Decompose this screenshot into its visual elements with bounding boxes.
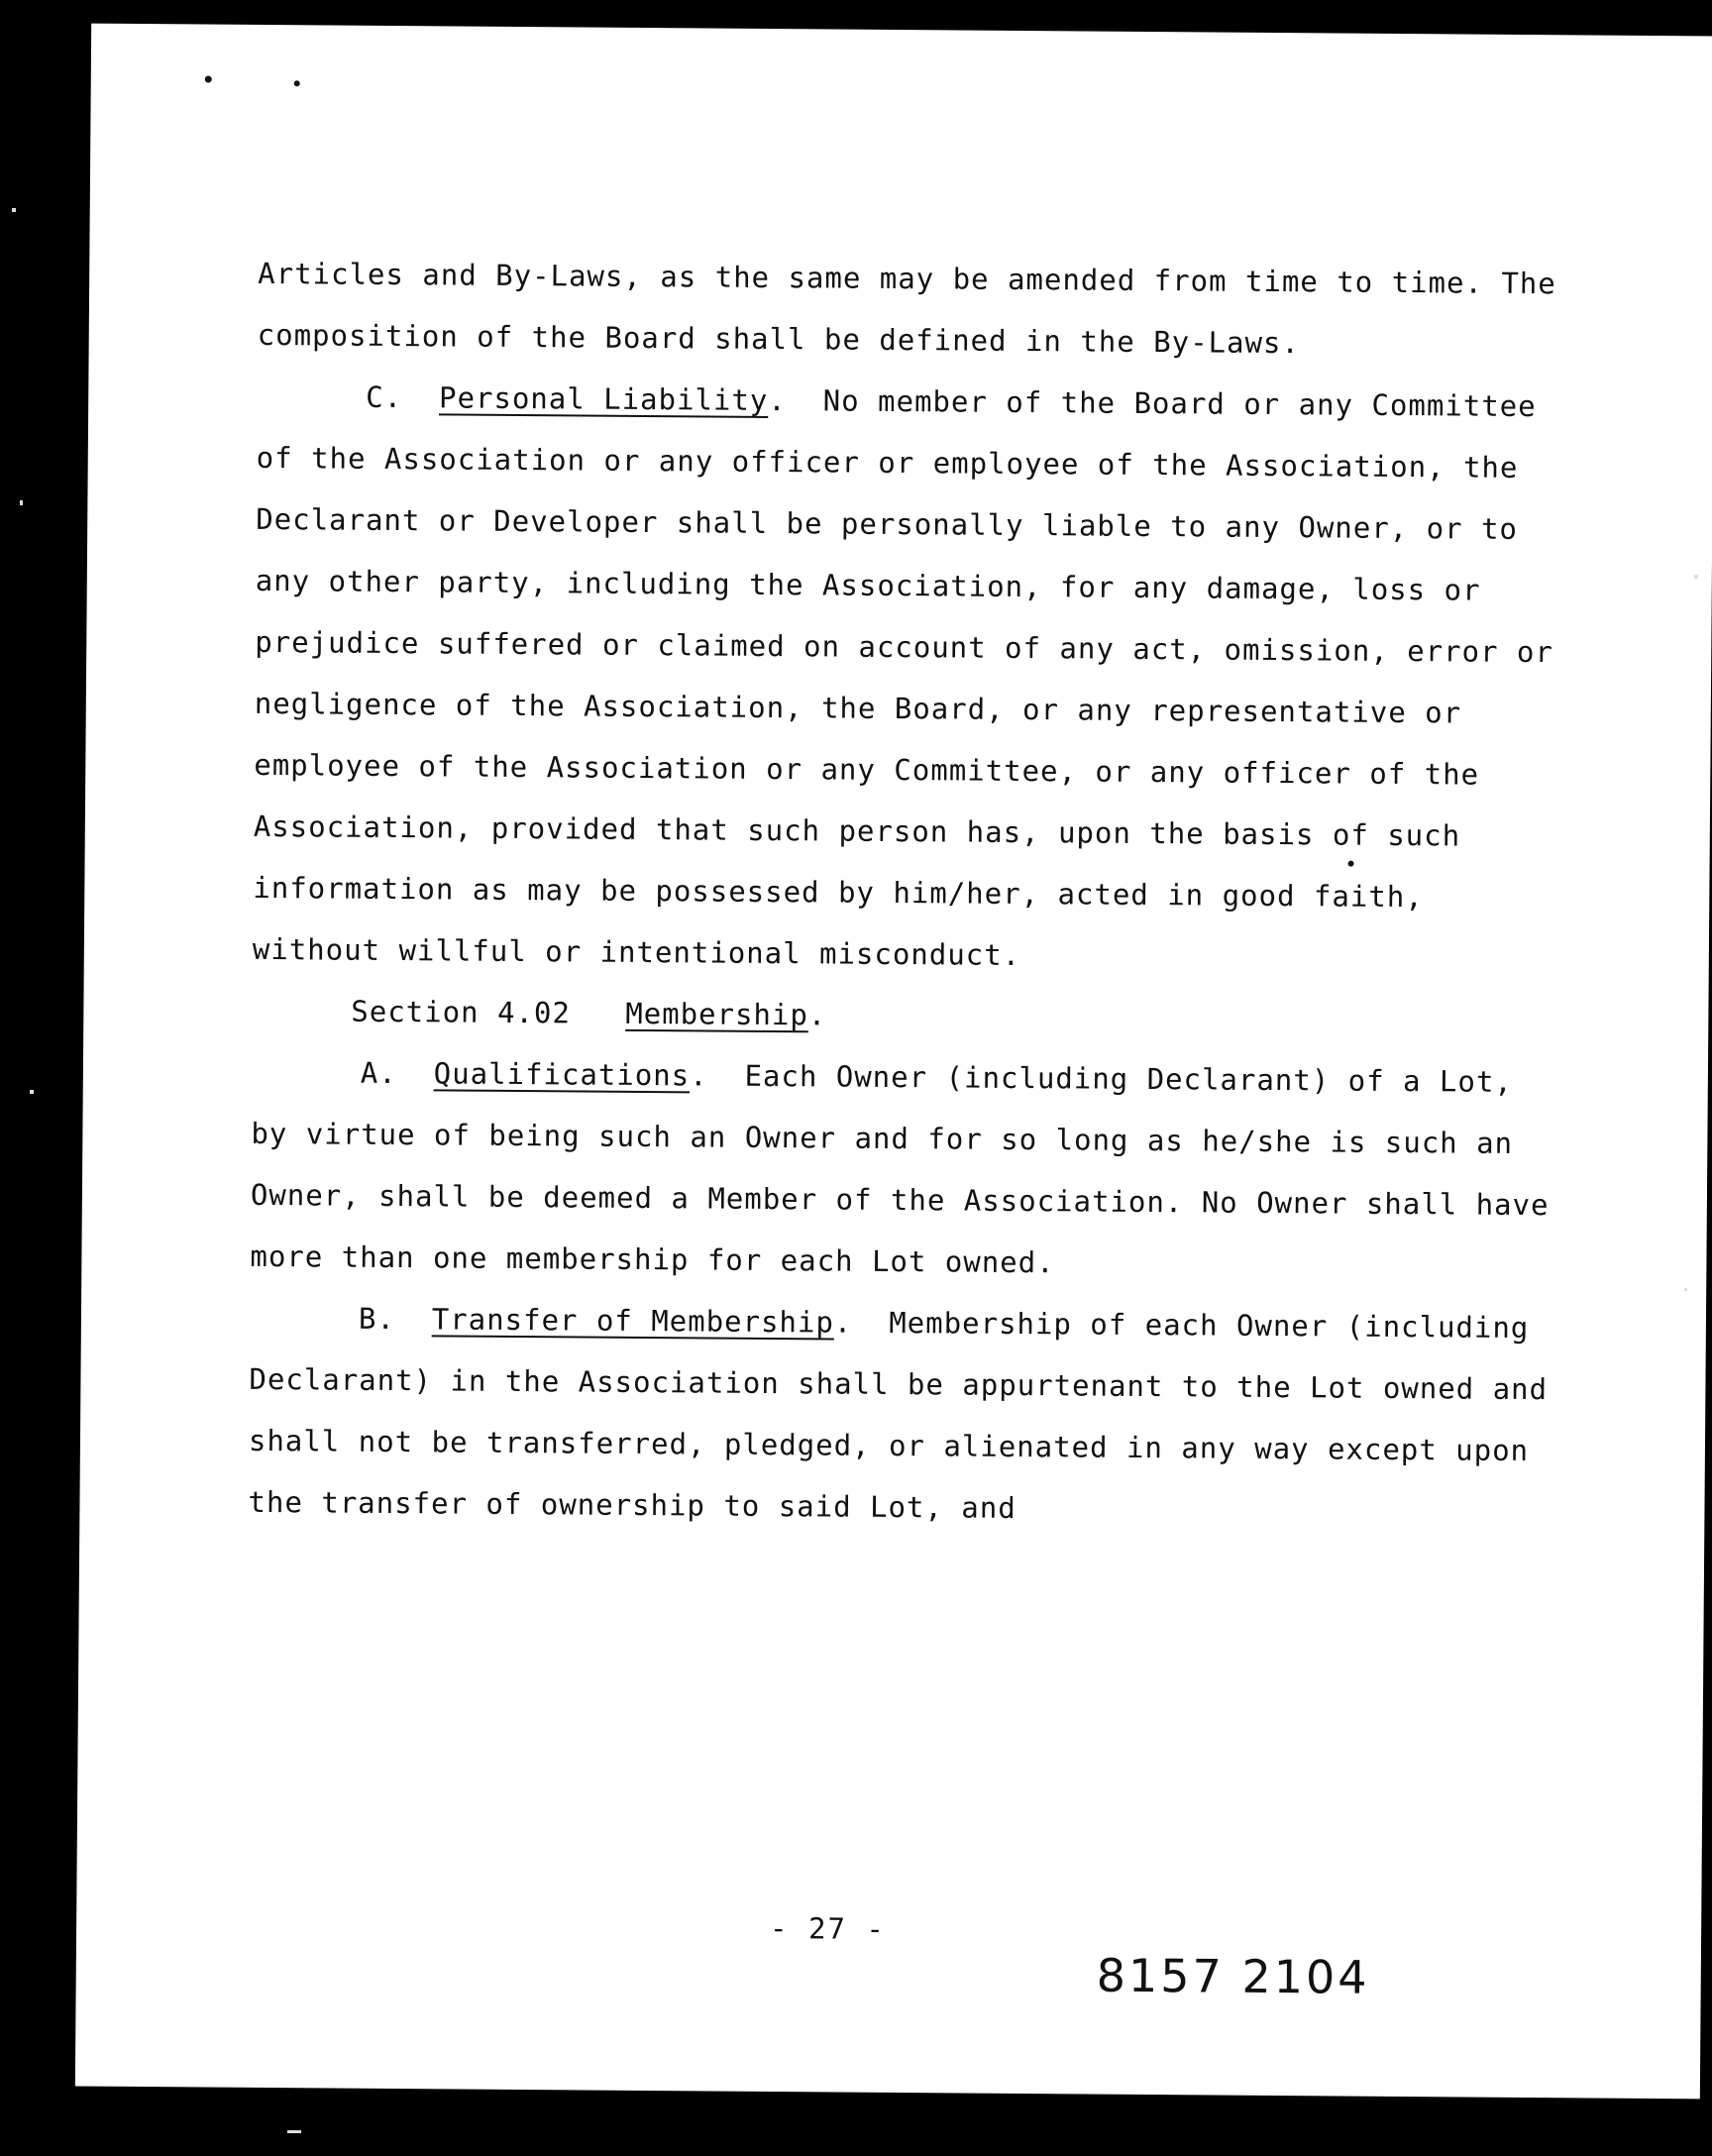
- scan-speck: [20, 500, 23, 505]
- item-label: A.: [360, 1055, 397, 1091]
- paragraph-personal-liability: C. Personal Liability. No member of the Board or any Committee of the Association or any officer or employee of the Association, the Declarant or Developer shall be personally liable to any Owner, or to any other party, including the Association, for any damage, loss or prejudice suffered or claimed on account of any act, omission, error or negligence of the Association, the Board, or any representative or employee of the Association or any Committee, or any officer of the Association, provided that such person has, upon the basis of such information as may be possessed by him/her, acted in good faith, without willful or intentional misconduct.: [252, 379, 1554, 972]
- paragraph-articles: Articles and By-Laws, as the same may be amended from time to time. The composition of the Board shall be defined in the By-Laws.: [257, 256, 1556, 361]
- heading-qualifications: Qualifications: [433, 1056, 691, 1093]
- document-code: 8157 2104: [1096, 1948, 1370, 2004]
- scan-speck: [12, 208, 16, 212]
- section-label: Section 4.02: [351, 994, 572, 1030]
- paragraph-text: Each Owner (including Declarant) of a Lot, by virtue of being such an Owner and for so long as he/she is such an Owner, shall be deemed a Member of the Association. No Owner shall have more than one membership for each Lot owned.: [250, 1058, 1550, 1280]
- scan-speck: [205, 75, 212, 82]
- section-heading-line: Section 4.02 Membership.: [351, 994, 827, 1032]
- scan-speck: [287, 2130, 301, 2133]
- document-page: [75, 24, 1712, 2100]
- paragraph-transfer-of-membership: B. Transfer of Membership. Membership of each Owner (including Declarant) in the Association shall be appurtenant to the Lot owned and shall not be transferred, pledged, or alienated in any way except upon the transfer of ownership to said Lot, and: [248, 1301, 1549, 1525]
- scan-speck: [30, 1090, 34, 1094]
- paragraph-qualifications: A. Qualifications. Each Owner (including Declarant) of a Lot, by virtue of being such an Owner and for so long as he/she is such an Owner, shall be deemed a Member of the Association. No Owner shall have more than one membership for each Lot owned.: [250, 1055, 1550, 1280]
- heading-transfer-of-membership: Transfer of Membership: [431, 1302, 835, 1340]
- section-heading-membership: Membership: [625, 996, 809, 1032]
- document-body: [248, 243, 1565, 1543]
- paragraph-text: Membership of each Owner (including Declarant) in the Association shall be appurtenant to the Lot owned and shall not be transferred, pledged, or alienated in any way except upon the transfer of ownership to said Lot, and: [248, 1305, 1549, 1525]
- scan-speck: [294, 80, 300, 86]
- heading-personal-liability: Personal Liability: [438, 380, 769, 417]
- scan-speck: [1694, 575, 1698, 579]
- page-number: - 27 -: [769, 1911, 887, 1946]
- paragraph-text: No member of the Board or any Committee of the Association or any officer or employee of the Association, the Declarant or Developer shall be personally liable to any Owner, or to any other party, including the Association, for any damage, loss or prejudice suffered or claimed on account of any act, omission, error or negligence of the Association, the Board, or any representative or employee of the Association or any Committee, or any officer of the Association, provided that such person has, upon the basis of such information as may be possessed by him/her, acted in good faith, without willful or intentional misconduct.: [252, 383, 1554, 972]
- scan-speck: [1684, 1288, 1687, 1291]
- item-label: C.: [366, 379, 403, 415]
- item-label: B.: [358, 1301, 395, 1337]
